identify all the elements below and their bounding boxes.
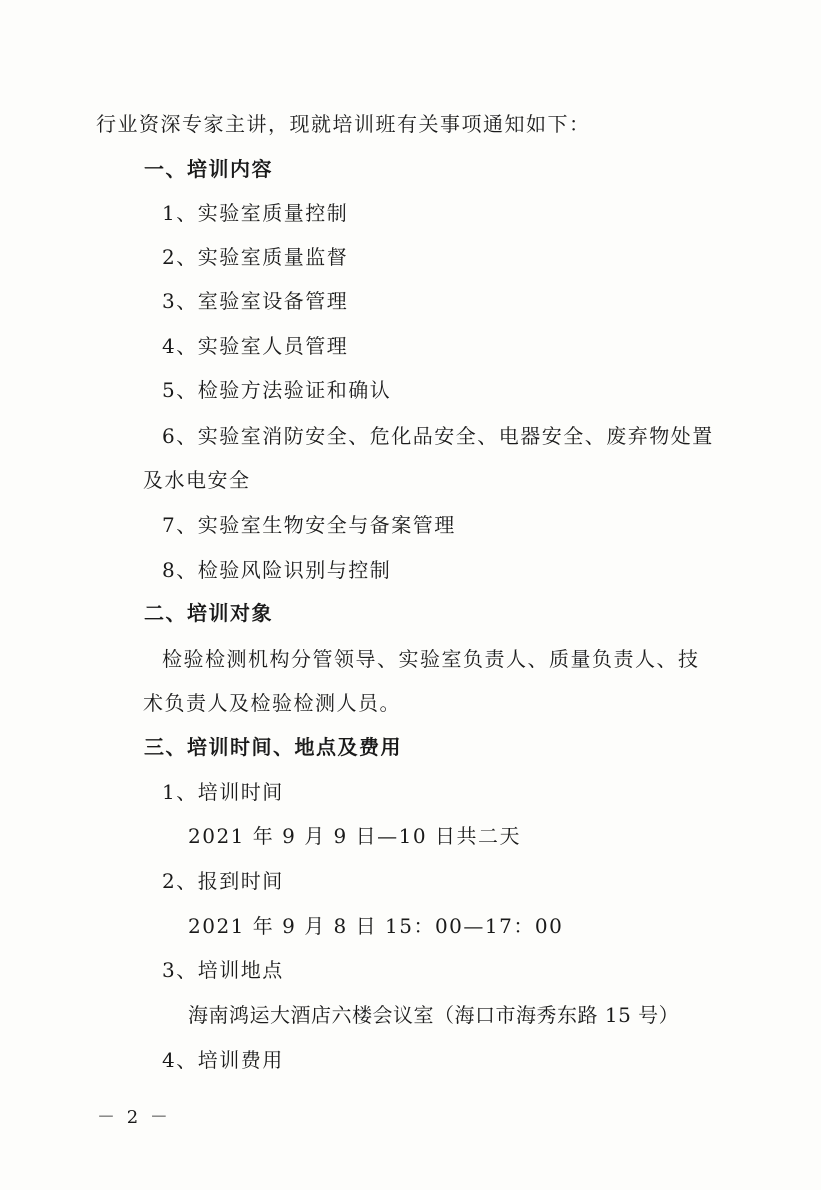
section1-item-1: 1、实验室质量控制 — [162, 201, 349, 225]
training-time-value: 2021 年 9 月 9 日—10 日共二天 — [188, 824, 521, 848]
section2-heading: 二、培训对象 — [144, 601, 273, 625]
section1-heading: 一、培训内容 — [144, 157, 273, 181]
section1-item-2: 2、实验室质量监督 — [162, 245, 349, 269]
section1-item-6: 6、实验室消防安全、危化品安全、电器安全、废弃物处置 — [162, 424, 714, 448]
section2-line-1: 检验检测机构分管领导、实验室负责人、质量负责人、技 — [162, 647, 700, 671]
checkin-time-label: 2、报到时间 — [162, 869, 284, 893]
training-place-label: 3、培训地点 — [162, 958, 284, 982]
section1-item-3: 3、室验室设备管理 — [162, 289, 349, 313]
section3-heading: 三、培训时间、地点及费用 — [144, 735, 402, 759]
section1-item-7: 7、实验室生物安全与备案管理 — [162, 513, 456, 537]
page-number: － 2 － — [97, 1107, 171, 1128]
training-place-value: 海南鸿运大酒店六楼会议室（海口市海秀东路 15 号） — [188, 1003, 680, 1027]
section1-item-6-cont: 及水电安全 — [143, 468, 251, 492]
section1-item-5: 5、检验方法验证和确认 — [162, 378, 392, 402]
section1-item-8: 8、检验风险识别与控制 — [162, 558, 392, 582]
section1-item-4: 4、实验室人员管理 — [162, 334, 349, 358]
training-fee-label: 4、培训费用 — [162, 1048, 284, 1072]
section2-line-2: 术负责人及检验检测人员。 — [143, 691, 401, 715]
training-time-label: 1、培训时间 — [162, 780, 284, 804]
checkin-time-value: 2021 年 9 月 8 日 15：00—17：00 — [188, 914, 564, 938]
intro-text: 行业资深专家主讲，现就培训班有关事项通知如下： — [96, 112, 591, 136]
